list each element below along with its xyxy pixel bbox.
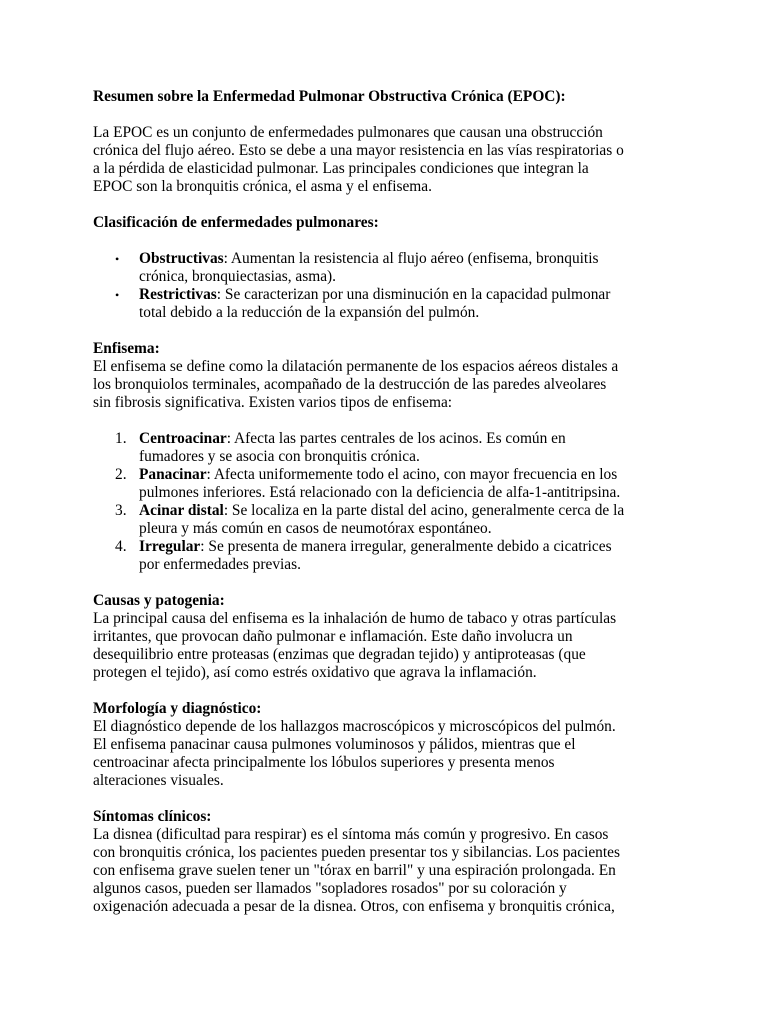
text-line: los bronquiolos terminales, acompañado de la destrucción de las paredes alveolares	[93, 376, 607, 393]
text-line: crónica del flujo aéreo. Esto se debe a una mayor resistencia en las vías respiratorias o	[93, 142, 624, 159]
text-line: sin fibrosis significativa. Existen varios tipos de enfisema:	[93, 394, 453, 411]
text-line: El enfisema panacinar causa pulmones voluminosos y pálidos, mientras que el	[93, 736, 576, 753]
text-line: protegen el tejido), así como estrés oxidativo que agrava la inflamación.	[93, 664, 537, 681]
text-line: a la pérdida de elasticidad pulmonar. Las principales condiciones que integran la	[93, 160, 589, 177]
bullet-marker: •	[115, 288, 120, 302]
classification-heading: Clasificación de enfermedades pulmonares:	[93, 214, 379, 231]
bullet-marker: •	[115, 252, 120, 266]
text-line: EPOC son la bronquitis crónica, el asma y el enfisema.	[93, 178, 432, 195]
causas-section	[93, 592, 683, 682]
text-line: El diagnóstico depende de los hallazgos macroscópicos y microscópicos del pulmón.	[93, 718, 616, 735]
morfologia-section	[93, 700, 683, 790]
item-text: total debido a la reducción de la expansión del pulmón.	[139, 304, 480, 321]
intro-paragraph	[93, 124, 683, 196]
list-number: 3.	[115, 502, 127, 519]
list-item	[93, 286, 683, 322]
list-number: 2.	[115, 466, 127, 483]
item-text: : Aumentan la resistencia al flujo aéreo (enfisema, bronquitis	[223, 250, 599, 267]
item-text: pleura y más común en casos de neumotórax espontáneo.	[139, 520, 492, 537]
list-item	[93, 250, 683, 286]
item-text: : Afecta uniformemente todo el acino, con mayor frecuencia en los	[206, 466, 618, 483]
text-line: irritantes, que provocan daño pulmonar e inflamación. Este daño involucra un	[93, 628, 573, 645]
classification-list	[93, 250, 683, 322]
list-item	[93, 538, 683, 574]
enfisema-heading: Enfisema:	[93, 340, 160, 357]
item-text: fumadores y se asocia con bronquitis crónica.	[139, 448, 420, 465]
document-page	[93, 88, 683, 934]
item-text: : Afecta las partes centrales de los acinos. Es común en	[226, 430, 566, 447]
text-line: con bronquitis crónica, los pacientes pueden presentar tos y sibilancias. Los pacientes	[93, 844, 620, 861]
text-line: con enfisema grave suelen tener un "tórax en barril" y una espiración prolongada. En	[93, 862, 616, 879]
item-text: pulmones inferiores. Está relacionado con la deficiencia de alfa-1-antitripsina.	[139, 484, 621, 501]
item-term: Panacinar	[139, 466, 207, 483]
item-term: Obstructivas	[139, 250, 224, 267]
sintomas-section	[93, 808, 683, 916]
item-term: Restrictivas	[139, 286, 217, 303]
text-line: centroacinar afecta principalmente los lóbulos superiores y presenta menos	[93, 754, 555, 771]
item-text: : Se presenta de manera irregular, generalmente debido a cicatrices	[200, 538, 612, 555]
text-line: La EPOC es un conjunto de enfermedades pulmonares que causan una obstrucción	[93, 124, 603, 141]
item-text: crónica, bronquiectasias, asma).	[139, 268, 337, 285]
enfisema-types-list	[93, 430, 683, 574]
item-term: Centroacinar	[139, 430, 227, 447]
text-line: La disnea (dificultad para respirar) es el síntoma más común y progresivo. En casos	[93, 826, 609, 843]
text-line: oxigenación adecuada a pesar de la disnea. Otros, con enfisema y bronquitis crónica,	[93, 898, 615, 915]
text-line: alteraciones visuales.	[93, 772, 224, 789]
text-line: algunos casos, pueden ser llamados "sopladores rosados" por su coloración y	[93, 880, 567, 897]
document-title: Resumen sobre la Enfermedad Pulmonar Obstructiva Crónica (EPOC):	[93, 88, 566, 105]
item-term: Irregular	[139, 538, 201, 555]
list-item	[93, 430, 683, 466]
text-line: La principal causa del enfisema es la inhalación de humo de tabaco y otras partículas	[93, 610, 617, 627]
list-item	[93, 502, 683, 538]
item-term: Acinar distal	[139, 502, 224, 519]
morfologia-heading: Morfología y diagnóstico:	[93, 700, 262, 717]
list-number: 4.	[115, 538, 127, 555]
text-line: El enfisema se define como la dilatación permanente de los espacios aéreos distales a	[93, 358, 619, 375]
list-item	[93, 466, 683, 502]
enfisema-section	[93, 340, 683, 412]
causas-heading: Causas y patogenia:	[93, 592, 225, 609]
item-text: : Se localiza en la parte distal del acino, generalmente cerca de la	[223, 502, 625, 519]
item-text: por enfermedades previas.	[139, 556, 301, 573]
sintomas-heading: Síntomas clínicos:	[93, 808, 212, 825]
item-text: : Se caracterizan por una disminución en la capacidad pulmonar	[216, 286, 611, 303]
text-line: desequilibrio entre proteasas (enzimas que degradan tejido) y antiproteasas (que	[93, 646, 586, 663]
list-number: 1.	[115, 430, 127, 447]
